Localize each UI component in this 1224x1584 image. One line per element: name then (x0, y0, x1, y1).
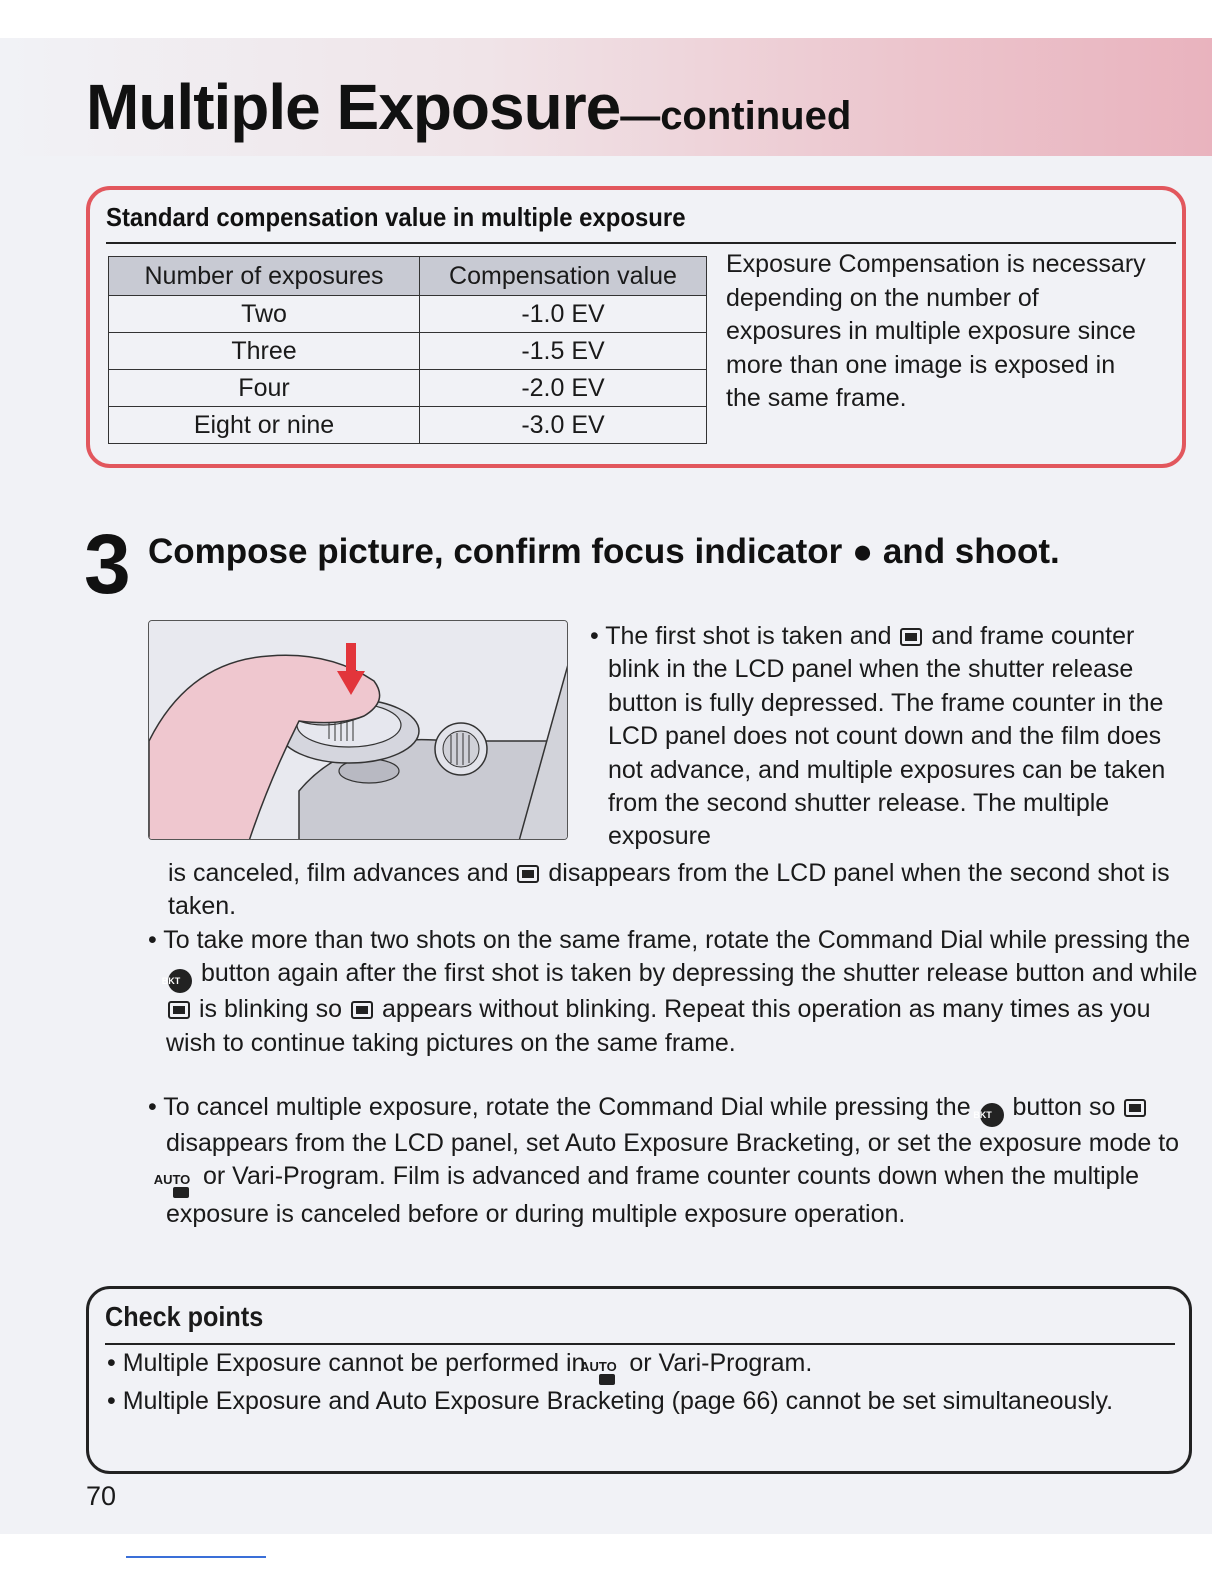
bullet-text: disappears from the LCD panel, set Auto Exposure Bracketing, or set the exposure mode to (166, 1129, 1180, 1157)
page-title (86, 70, 851, 144)
check-points-heading: Check points (105, 1301, 264, 1332)
bullet-text: disappears from the LCD panel when the second shot is taken. (168, 859, 1170, 921)
finger-pressing-shutter-icon (149, 621, 568, 840)
multiple-exposure-icon (1124, 1099, 1146, 1117)
auto-label: AUTO (580, 1359, 617, 1374)
bullet-text: or Vari-Program. Film is advanced and frame counter counts down when the multiple exposure is canceled before or during multiple exposure operation. (166, 1162, 1140, 1229)
link-underline (126, 1556, 266, 1558)
auto-mode-icon (580, 1359, 620, 1385)
camera-icon (599, 1374, 615, 1385)
bullet-text: The first shot is taken and (605, 622, 892, 650)
compensation-cell: -3.0 EV (420, 407, 707, 444)
list-item-text: Multiple Exposure cannot be performed in (122, 1349, 586, 1377)
exposures-cell: Eight or nine (109, 407, 420, 444)
column-header: Compensation value (420, 257, 707, 296)
bullet-text: is blinking so (198, 995, 343, 1024)
auto-mode-icon (153, 1172, 194, 1198)
shutter-illustration (148, 620, 568, 840)
exposures-cell: Three (109, 333, 420, 370)
compensation-cell: -1.0 EV (420, 296, 707, 333)
table-row (109, 333, 707, 370)
multiple-exposure-icon (900, 628, 922, 646)
bullet-text: button again after the first shot is taken by depressing the shutter release button and while (200, 959, 1198, 988)
bullet-text: and frame counter blink in the LCD panel when the shutter release button is fully depressed. The frame counter in the LCD panel does not count down and the film does not advance, and multiple exposures can be taken from the second shutter release. The multiple exposure (608, 622, 1166, 851)
bullet-text: is canceled, film advances and (168, 859, 509, 887)
step-number: 3 (84, 517, 131, 611)
camera-icon (173, 1187, 189, 1198)
compensation-panel (86, 186, 1186, 468)
heading-rule (106, 242, 1176, 244)
bullet-first-shot: • The first shot is taken and and frame counter blink in the LCD panel when the shutter release button is fully depressed. The frame counter in the LCD panel does not count down and the film does not advance, and multiple exposures can be taken from the second shutter release. The multiple exposure (590, 622, 1166, 851)
table-row (109, 370, 707, 407)
bkt-button-icon: BKT (168, 969, 192, 993)
bullet-text: appears without blinking. Repeat this operation as many times as you wish to continue taking pictures on the same frame. (166, 995, 1151, 1057)
bkt-button-icon: BKT (980, 1103, 1004, 1127)
page-number: 70 (86, 1481, 117, 1511)
exposures-cell: Four (109, 370, 420, 407)
bullet-text: To take more than two shots on the same frame, rotate the Command Dial while pressing the (163, 926, 1191, 954)
bullet-text: To cancel multiple exposure, rotate the Command Dial while pressing the (163, 1093, 971, 1121)
bullet-text: button so (1012, 1093, 1116, 1121)
table-row (109, 407, 707, 444)
multiple-exposure-icon (517, 865, 539, 883)
column-header: Number of exposures (109, 257, 420, 296)
bullet-cancel: • To cancel multiple exposure, rotate the Command Dial while pressing the BKT button so disappears from the LCD panel, set Auto Exposure Bracketing, or set the exposure mode to AUTO or Vari-Program. Film is advanced and frame counter counts down when the multiple exposure is canceled before or during multiple exposure operation. (148, 1093, 1180, 1229)
bullet-first-shot-continued (168, 857, 1188, 924)
check-points-list (107, 1347, 1167, 1418)
bullet-more-shots: • To take more than two shots on the same frame, rotate the Command Dial while pressing the BKT button again after the first shot is taken by depressing the shutter release button and while is blinking so appears without blinking. Repeat this operation as many times as you wish to continue taking pictures on the same frame. (148, 926, 1198, 1057)
compensation-note: Exposure Compensation is necessary depending on the number of exposures in multiple exposure since more than one image is exposed in the same frame. (726, 250, 1146, 412)
page-title-main: Multiple Exposure (86, 71, 621, 143)
list-item: • Multiple Exposure cannot be performed in AUTO or Vari-Program. (107, 1347, 1167, 1385)
compensation-table (108, 256, 707, 444)
heading-rule (105, 1343, 1175, 1345)
multiple-exposure-icon (351, 1001, 373, 1019)
step-title: Compose picture, confirm focus indicator ● and shoot. (148, 532, 1060, 571)
auto-label: AUTO (153, 1172, 191, 1188)
table-row (109, 296, 707, 333)
list-item-text: Multiple Exposure and Auto Exposure Bracketing (page 66) cannot be set simultaneously. (122, 1387, 1114, 1415)
check-points-panel (86, 1286, 1192, 1474)
manual-page (0, 38, 1212, 1534)
title-banner (0, 38, 1212, 156)
table-header-row (109, 257, 707, 296)
list-item: • Multiple Exposure and Auto Exposure Bracketing (page 66) cannot be set simultaneously. (107, 1387, 1114, 1415)
multiple-exposure-icon (168, 1001, 190, 1019)
exposures-cell: Two (109, 296, 420, 333)
list-item-text: or Vari-Program. (629, 1349, 813, 1377)
page-title-suffix: —continued (620, 94, 852, 138)
compensation-cell: -2.0 EV (420, 370, 707, 407)
compensation-cell: -1.5 EV (420, 333, 707, 370)
compensation-heading: Standard compensation value in multiple exposure (106, 202, 686, 232)
